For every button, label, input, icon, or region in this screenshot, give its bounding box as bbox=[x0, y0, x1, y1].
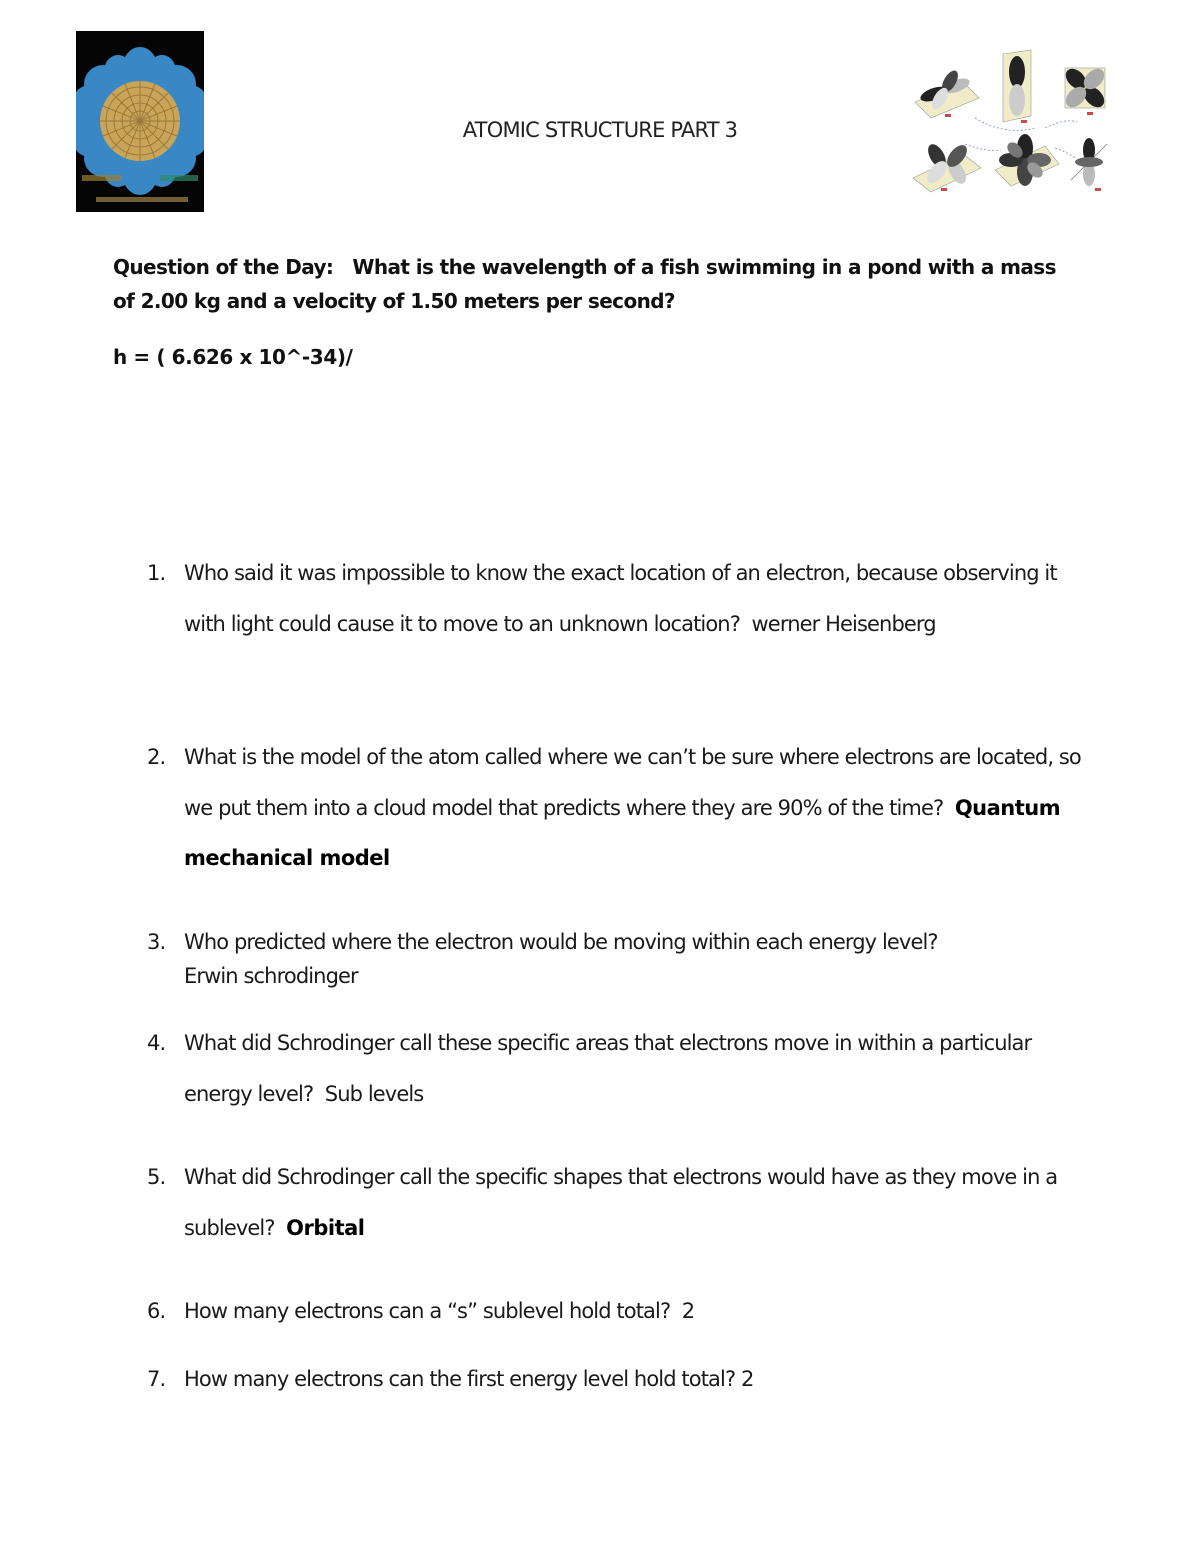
question-number: 4. bbox=[147, 1031, 166, 1055]
question-answer: 2 bbox=[740, 1367, 754, 1391]
question-text bbox=[184, 925, 1096, 993]
question-text bbox=[184, 732, 1096, 884]
question-text bbox=[184, 1286, 1096, 1337]
question-prompt: How many electrons can the first energy level hold total? bbox=[184, 1367, 736, 1391]
qotd-text: What is the wavelength of a fish swimming in a pond with a mass of 2.00 kg and a velocity of 1.50 meters per second? bbox=[113, 255, 1056, 313]
planck-formula: h = ( 6.626 x 10^-34)/ bbox=[113, 345, 353, 369]
question-text bbox=[184, 548, 1096, 649]
question-number: 2. bbox=[147, 745, 166, 769]
question-prompt: What did Schrodinger call these specific areas that electrons move in within a particular energy level? bbox=[184, 1031, 1032, 1106]
question-text bbox=[184, 1152, 1096, 1253]
page-title: ATOMIC STRUCTURE PART 3 bbox=[462, 118, 738, 142]
question-answer: Sub levels bbox=[324, 1081, 424, 1106]
question-answer: 2 bbox=[681, 1299, 695, 1323]
question-prompt: Who predicted where the electron would be moving within each energy level? bbox=[184, 930, 938, 954]
question-prompt: Who said it was impossible to know the exact location of an electron, because observing it with light could cause it to move to an unknown location? bbox=[184, 561, 1057, 636]
question-answer: Erwin schrodinger bbox=[184, 964, 358, 988]
question-answer: Orbital bbox=[286, 1215, 365, 1240]
orbital-shapes-image bbox=[905, 48, 1115, 200]
question-number: 1. bbox=[147, 561, 166, 585]
question-of-the-day bbox=[113, 250, 1073, 318]
question-prompt: What is the model of the atom called where we can’t be sure where electrons are located, so we put them into a cloud model that predicts where they are 90% of the time? bbox=[184, 745, 1081, 820]
orbital-diagram-icon bbox=[905, 48, 1115, 200]
question-answer: werner Heisenberg bbox=[751, 611, 936, 636]
question-text bbox=[184, 1018, 1096, 1119]
question-answer: Quantum mechanical model bbox=[184, 795, 1061, 870]
question-number: 7. bbox=[147, 1367, 166, 1391]
question-number: 3. bbox=[147, 930, 166, 954]
question-number: 5. bbox=[147, 1165, 166, 1189]
qotd-label: Question of the Day: bbox=[113, 255, 334, 279]
question-number: 6. bbox=[147, 1299, 166, 1323]
question-prompt: What did Schrodinger call the specific shapes that electrons would have as they move in a sublevel? bbox=[184, 1165, 1058, 1240]
question-text bbox=[184, 1354, 1096, 1405]
question-prompt: How many electrons can a “s” sublevel hold total? bbox=[184, 1299, 671, 1323]
